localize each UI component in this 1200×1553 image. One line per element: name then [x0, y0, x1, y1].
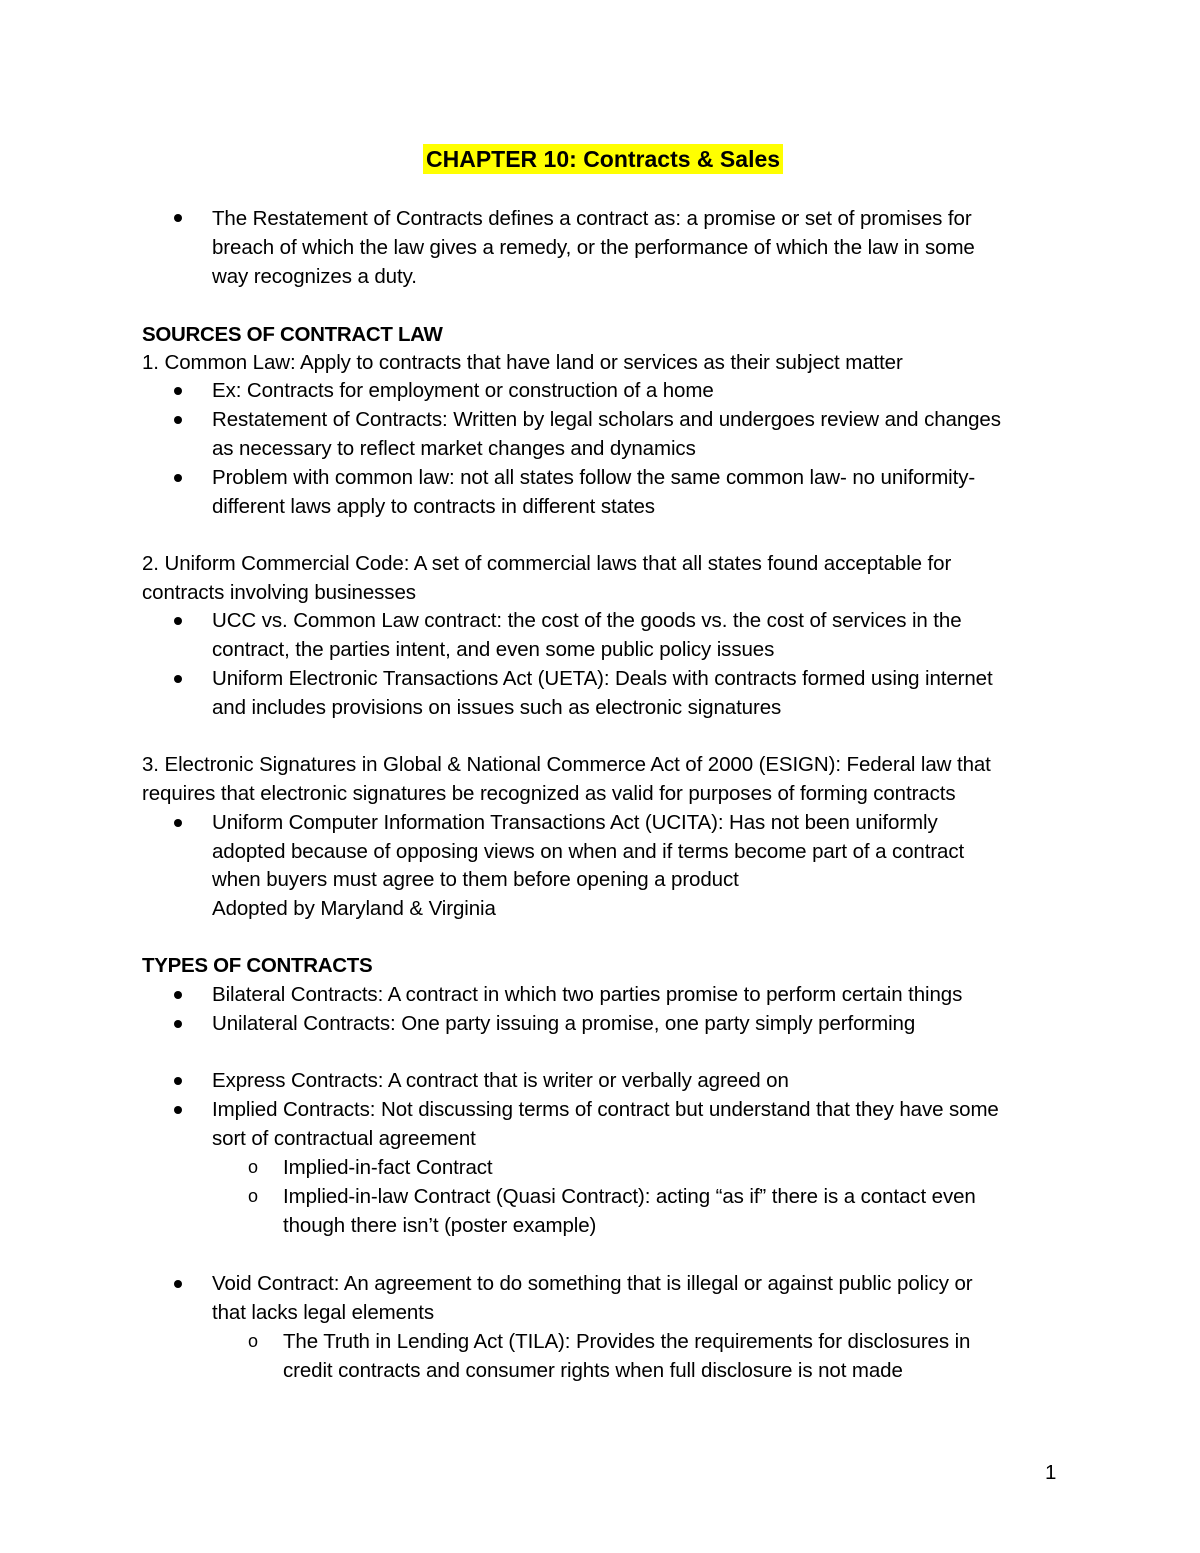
list-item: Express Contracts: A contract that is writer or verbally agreed on: [212, 1069, 789, 1092]
bullet-icon: [174, 474, 182, 482]
list-item: Unilateral Contracts: One party issuing a promise, one party simply performing: [212, 1012, 916, 1035]
list-item: that lacks legal elements: [212, 1301, 434, 1324]
sub-bullet-icon: o: [248, 1331, 259, 1351]
list-item: and includes provisions on issues such as electronic signatures: [212, 696, 782, 719]
bullet-icon: [174, 214, 182, 222]
ucc-label: 2. Uniform Commercial Code: A set of commercial laws that all states found acceptable for: [142, 552, 952, 575]
list-item: when buyers must agree to them before opening a product: [212, 868, 739, 891]
list-item: Void Contract: An agreement to do something that is illegal or against public policy or: [212, 1272, 973, 1295]
bullet-icon: [174, 991, 182, 999]
list-item: adopted because of opposing views on when and if terms become part of a contract: [212, 840, 965, 863]
ucc-label: contracts involving businesses: [142, 581, 416, 604]
page-number: 1: [1045, 1461, 1057, 1484]
list-item: UCC vs. Common Law contract: the cost of the goods vs. the cost of services in the: [212, 609, 962, 632]
sub-bullet-icon: o: [248, 1186, 259, 1206]
esign-label: requires that electronic signatures be recognized as valid for purposes of forming contracts: [142, 782, 956, 805]
list-item: Problem with common law: not all states follow the same common law- no uniformity-: [212, 466, 976, 489]
list-item: contract, the parties intent, and even some public policy issues: [212, 638, 775, 661]
bullet-icon: [174, 617, 182, 625]
bullet-icon: [174, 416, 182, 424]
list-item: sort of contractual agreement: [212, 1127, 476, 1150]
common-law-label: 1. Common Law: Apply to contracts that have land or services as their subject matter: [142, 351, 903, 374]
list-item: Adopted by Maryland & Virginia: [212, 897, 496, 920]
list-item: Ex: Contracts for employment or construction of a home: [212, 379, 714, 402]
sub-list-item: Implied-in-fact Contract: [283, 1156, 493, 1179]
bullet-icon: [174, 1077, 182, 1085]
sub-list-item: though there isn’t (poster example): [283, 1214, 597, 1237]
bullet-icon: [174, 387, 182, 395]
sub-list-item: The Truth in Lending Act (TILA): Provides the requirements for disclosures in: [283, 1330, 971, 1353]
sub-list-item: Implied-in-law Contract (Quasi Contract): acting “as if” there is a contact even: [283, 1185, 976, 1208]
intro-line: The Restatement of Contracts defines a contract as: a promise or set of promises for: [212, 207, 972, 230]
bullet-icon: [174, 1106, 182, 1114]
bullet-icon: [174, 1280, 182, 1288]
sub-bullet-icon: o: [248, 1157, 259, 1177]
list-item: Restatement of Contracts: Written by legal scholars and undergoes review and changes: [212, 408, 1001, 431]
list-item: Implied Contracts: Not discussing terms of contract but understand that they have some: [212, 1098, 999, 1121]
list-item: Bilateral Contracts: A contract in which two parties promise to perform certain things: [212, 983, 963, 1006]
list-item: as necessary to reflect market changes and dynamics: [212, 437, 696, 460]
bullet-icon: [174, 675, 182, 683]
bullet-icon: [174, 1020, 182, 1028]
list-item: Uniform Computer Information Transactions Act (UCITA): Has not been uniformly: [212, 811, 938, 834]
section-heading-types: TYPES OF CONTRACTS: [142, 954, 373, 977]
intro-line: breach of which the law gives a remedy, or the performance of which the law in some: [212, 236, 975, 259]
sub-list-item: credit contracts and consumer rights when full disclosure is not made: [283, 1359, 903, 1382]
section-heading-sources: SOURCES OF CONTRACT LAW: [142, 323, 443, 346]
intro-line: way recognizes a duty.: [212, 265, 417, 288]
list-item: Uniform Electronic Transactions Act (UETA): Deals with contracts formed using internet: [212, 667, 993, 690]
chapter-title: CHAPTER 10: Contracts & Sales: [423, 144, 783, 174]
esign-label: 3. Electronic Signatures in Global & National Commerce Act of 2000 (ESIGN): Federal law that: [142, 753, 991, 776]
list-item: different laws apply to contracts in different states: [212, 495, 655, 518]
bullet-icon: [174, 819, 182, 827]
